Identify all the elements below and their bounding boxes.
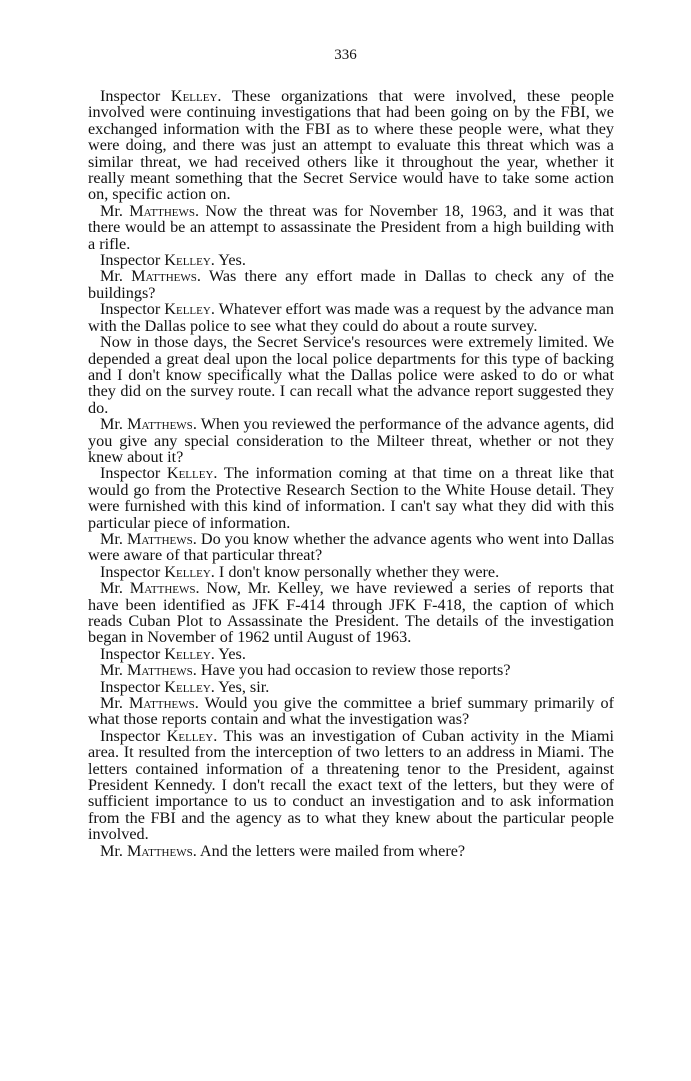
speaker-name: Matthews: [127, 529, 193, 548]
speaker-title: Mr.: [100, 841, 127, 860]
statement-text: . This was an investigation of Cuban activity in the Miami area. It resulted from the interception of two letters to an address in Miami. The letters contained information of a threatening tenor to the President, against President Kennedy. I don't recall the exact text of the letters, but they were of sufficient importance to us to conduct an investigation and to ask information from the FBI and the agency as to what they knew about the particular people involved.: [88, 726, 614, 844]
speaker-title: Mr.: [100, 267, 132, 286]
speaker-title: Mr.: [100, 529, 128, 548]
speaker-title: Mr.: [100, 415, 128, 434]
speaker-title: Inspector: [100, 300, 165, 319]
speaker-name: Matthews: [129, 201, 196, 220]
speaker-title: Inspector: [100, 87, 171, 105]
page-number: 336: [334, 47, 357, 63]
speaker-title: Inspector: [100, 251, 165, 270]
statement-text: . When you reviewed the performance of the advance agents, did you give any special consideration to the Milteer threat, whether or not they knew about it?: [88, 415, 615, 466]
transcript-paragraph: [88, 268, 614, 301]
speaker-name: Matthews: [126, 841, 193, 860]
statement-text: . Yes, sir.: [210, 677, 270, 696]
speaker-name: Kelley: [164, 251, 211, 270]
transcript-paragraph: [88, 695, 614, 728]
speaker-name: Kelley: [164, 300, 211, 319]
speaker-title: Inspector: [100, 726, 167, 745]
statement-text: . Do you know whether the advance agents who went into Dallas were aware of that particular threat?: [88, 529, 615, 565]
speaker-name: Kelley: [164, 562, 211, 581]
speaker-title: Mr.: [100, 579, 130, 598]
speaker-name: Kelley: [166, 464, 214, 483]
transcript-paragraph: [88, 662, 614, 678]
speaker-title: Inspector: [100, 562, 165, 581]
speaker-title: Inspector: [100, 677, 165, 696]
statement-text: . Yes.: [210, 251, 246, 270]
statement-text: . Now the threat was for November 18, 1963, and it was that there would be an attempt to assassinate the President from a high building with a rifle.: [88, 201, 614, 253]
statement-text: . Now, Mr. Kelley, we have reviewed a series of reports that have been identified as JFK F-414 through JFK F-418, the caption of which reads Cuban Plot to Assassinate the President. The details of the investigation began in November of 1962 until August of 1963.: [88, 579, 614, 647]
speaker-name: Matthews: [126, 661, 193, 680]
statement-text: . Yes.: [210, 644, 246, 663]
speaker-title: Inspector: [100, 644, 165, 663]
transcript-paragraph: [88, 334, 614, 416]
statement-text: . Whatever effort was made was a request by the advance man with the Dallas police to see what they could do about a route survey.: [88, 300, 614, 335]
transcript-paragraph: [88, 843, 614, 859]
statement-text: . Was there any effort made in Dallas to check any of the buildings?: [88, 267, 614, 302]
transcript-paragraph: [88, 203, 614, 252]
statement-text: . Would you give the committee a brief summary primarily of what those reports contain and what the investigation was?: [88, 694, 614, 729]
transcript-paragraph: [88, 465, 614, 531]
statement-text: . These organizations that were involved, these people involved were continuing investigations that had been going on by the FBI, we exchanged information with the FBI as to where these people were, what they were doing, and there was just an attempt to evaluate this threat which was a similar threat, we had received others like it throughout the year, whether it really meant something that the Secret Service would have to take some action on, specific action on.: [88, 87, 614, 204]
speaker-name: Matthews: [129, 579, 196, 598]
statement-text: . Have you had occasion to review those reports?: [192, 661, 511, 680]
transcript-paragraph: [88, 728, 614, 843]
speaker-title: Mr.: [100, 694, 130, 713]
transcript-paragraph: [88, 646, 614, 662]
speaker-name: Kelley: [170, 87, 218, 105]
speaker-title: Mr.: [100, 661, 127, 680]
transcript-paragraph: [88, 301, 614, 334]
speaker-name: Kelley: [164, 677, 211, 696]
speaker-name: Kelley: [166, 726, 214, 745]
speaker-name: Kelley: [164, 644, 211, 663]
transcript-paragraph: [88, 531, 614, 564]
transcript-paragraph: [88, 252, 614, 268]
statement-text: . The information coming at that time on a threat like that would go from the Protective Research Section to the White House detail. They were furnished with this kind of information. I can't say what they did with this particular piece of information.: [88, 464, 614, 532]
transcript-body: [88, 88, 614, 859]
statement-text: Now in those days, the Secret Service's resources were extremely limited. We depended a great deal upon the local police departments for this type of backing and I don't know specifically what the Dallas police were asked to do or what they did on the survey route. I can recall what the advance report suggested they do.: [88, 333, 614, 417]
speaker-title: Inspector: [100, 464, 167, 483]
speaker-title: Mr.: [100, 201, 130, 220]
statement-text: . I don't know personally whether they were.: [210, 562, 500, 581]
transcript-paragraph: [88, 580, 614, 646]
speaker-name: Matthews: [129, 694, 195, 713]
transcript-paragraph: [88, 88, 614, 203]
transcript-paragraph: [88, 679, 614, 695]
speaker-name: Matthews: [127, 415, 193, 434]
transcript-paragraph: [88, 416, 614, 465]
speaker-name: Matthews: [131, 267, 197, 286]
transcript-paragraph: [88, 564, 614, 580]
statement-text: . And the letters were mailed from where?: [192, 841, 466, 860]
